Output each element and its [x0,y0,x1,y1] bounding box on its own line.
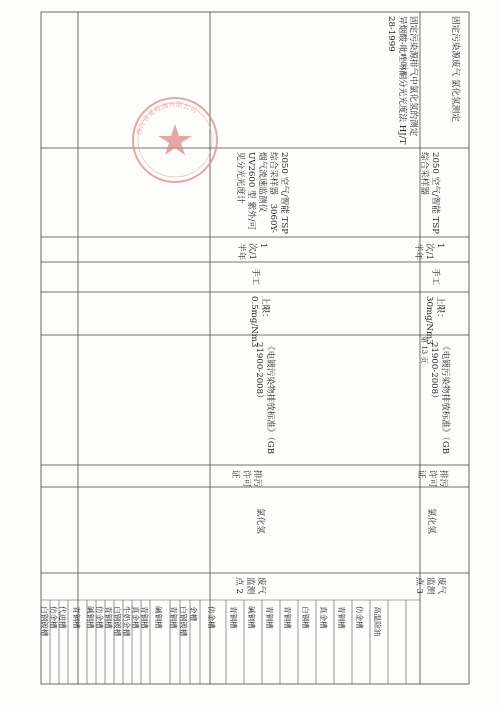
row1-frequency: 1 次/1 半年 [236,243,268,261]
tank-label: 金槽 [189,606,198,622]
tank-label: 代进槽 [57,606,67,629]
tank-label: 仿金槽 [207,606,216,629]
tank-label: 白钢镀槽 [179,606,188,637]
tank-label: 青铜槽 [337,606,346,629]
page-number: 第 13 页 [420,336,428,364]
tank-label: 白钢槽 [301,606,310,629]
row1-method: 固定污染源排气中氯化氢的测定 异烟酸-吡唑啉酮分光光度法 HJ/T 28-1999 [386,16,418,145]
row2-frequency: 1 次/1 半年 [413,243,445,261]
tank-label: 牛奶金槽 [121,606,131,637]
tank-label: 青铜槽 [283,606,292,629]
tank-label: 青铜槽 [139,606,149,629]
tank-label: 高温除油 [373,606,382,637]
tank-label: 青铜槽 [103,606,113,629]
tank-label: 青铜槽 [265,606,274,629]
official-seal-stamp [125,90,225,190]
tank-label: 真金槽 [130,606,140,629]
row2-mode: 手工 [430,268,440,286]
tank-label: 白钢镀槽 [39,606,49,637]
row2-method: 固定污染源废气 氯化氢测定 [450,16,460,122]
svg-text:浙江省某检测有限公司: 浙江省某检测有限公司 [134,100,199,137]
row2-standard: 《电镀污染物排放标准》（GB 21900-2008） [429,342,450,455]
row2-point: 废气监测点 3 [414,577,446,595]
row1-point: 废气监测点 2 [234,577,266,595]
row1-equipment: 2050 空气/智能 TSP 综合采样器 3060Y-烟气流速监测仪 UV2600 型 紫外/可见分光光度计 [235,152,289,235]
row2-limit: 上限：30mg/Nm3 [424,296,445,345]
row2-pollutant: 氯化氢 [426,508,436,534]
tank-label: 碱铜槽 [154,606,163,629]
row2-equipment: 2050 空气/智能 TSP 综合采样器 [419,152,440,235]
tank-label: 青铜槽 [229,606,238,629]
row1-limit: 上限：0.5mg/Nm3 [249,296,270,348]
row2-basis: 排污许可证 [416,470,448,488]
tank-label: 仿金槽 [355,606,364,629]
tank-label: 白钢镀槽 [112,606,122,637]
tank-label: 青铜槽 [71,606,81,629]
row1-basis: 排污许可证 [230,470,262,488]
tank-label: 真金槽 [319,606,328,629]
row1-mode: 手工 [250,268,260,286]
row1-standard: 《电镀污染物排放标准》（GB 21900-2008） [254,342,275,455]
tank-label: 碱铜槽 [247,606,256,629]
tank-label: 仿金槽 [94,606,104,629]
row1-pollutant: 氯化氢 [255,508,265,534]
tank-label: 仿金槽 [48,606,58,629]
tank-label: 青铜槽 [169,606,178,629]
tank-label: 碱铜槽 [85,606,95,629]
